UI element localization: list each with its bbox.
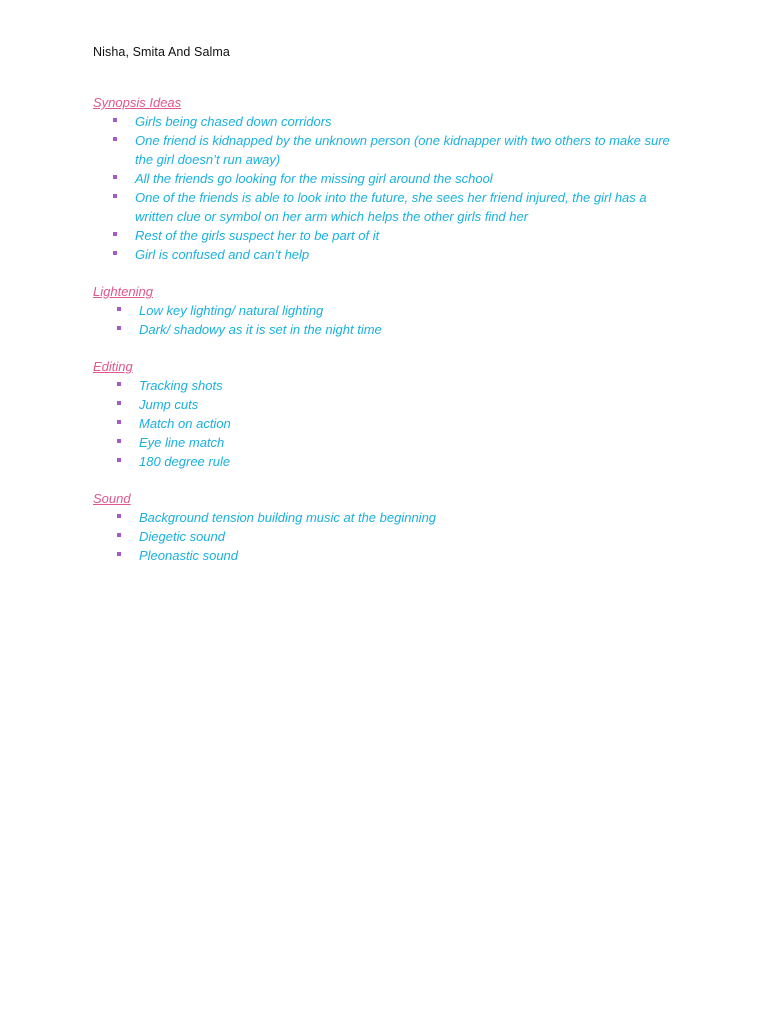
square-bullet-icon <box>117 439 121 443</box>
square-bullet-icon <box>117 514 121 518</box>
list-item-text: Eye line match <box>139 435 225 450</box>
square-bullet-icon <box>117 533 121 537</box>
list-item <box>93 508 673 527</box>
bullet-list <box>93 112 673 264</box>
list-item <box>93 131 673 169</box>
list-item <box>93 414 673 433</box>
list-item <box>93 452 673 471</box>
list-item-text: All the friends go looking for the missing girl around the school <box>135 171 493 186</box>
section <box>93 93 673 264</box>
list-item-text: Match on action <box>139 416 231 431</box>
bullet-list <box>93 508 673 565</box>
list-item-text: One friend is kidnapped by the unknown person (one kidnapper with two others to make sure the girl doesn’t run away) <box>135 133 670 167</box>
square-bullet-icon <box>113 251 117 255</box>
square-bullet-icon <box>113 137 117 141</box>
document-body <box>93 93 673 583</box>
list-item <box>93 226 673 245</box>
list-item-text: Rest of the girls suspect her to be part of it <box>135 228 380 243</box>
list-item-text: Diegetic sound <box>139 529 225 544</box>
square-bullet-icon <box>117 458 121 462</box>
list-item <box>93 433 673 452</box>
list-item <box>93 169 673 188</box>
list-item-text: Low key lighting/ natural lighting <box>139 303 324 318</box>
square-bullet-icon <box>117 552 121 556</box>
section-heading: Sound <box>93 491 131 506</box>
section <box>93 489 673 565</box>
section <box>93 282 673 339</box>
list-item-text: One of the friends is able to look into the future, she sees her friend injured, the girl has a written clue or symbol on her arm which helps the other girls find her <box>135 190 647 224</box>
list-item-text: Background tension building music at the beginning <box>139 510 437 525</box>
document-authors: Nisha, Smita And Salma <box>93 45 230 59</box>
section-heading: Lightening <box>93 284 153 299</box>
square-bullet-icon <box>117 401 121 405</box>
square-bullet-icon <box>113 175 117 179</box>
square-bullet-icon <box>113 118 117 122</box>
list-item <box>93 245 673 264</box>
list-item-text: Girls being chased down corridors <box>135 114 332 129</box>
square-bullet-icon <box>117 326 121 330</box>
square-bullet-icon <box>113 194 117 198</box>
list-item-text: Jump cuts <box>139 397 199 412</box>
list-item-text: Tracking shots <box>139 378 223 393</box>
square-bullet-icon <box>117 382 121 386</box>
list-item <box>93 320 673 339</box>
list-item <box>93 112 673 131</box>
list-item-text: Girl is confused and can’t help <box>135 247 310 262</box>
square-bullet-icon <box>117 420 121 424</box>
section-heading: Synopsis Ideas <box>93 95 182 110</box>
list-item <box>93 395 673 414</box>
list-item <box>93 301 673 320</box>
bullet-list <box>93 301 673 339</box>
list-item <box>93 527 673 546</box>
square-bullet-icon <box>117 307 121 311</box>
list-item-text: Dark/ shadowy as it is set in the night time <box>139 322 382 337</box>
list-item-text: 180 degree rule <box>139 454 231 469</box>
list-item <box>93 188 673 226</box>
list-item <box>93 546 673 565</box>
section-heading: Editing <box>93 359 133 374</box>
square-bullet-icon <box>113 232 117 236</box>
bullet-list <box>93 376 673 471</box>
list-item-text: Pleonastic sound <box>139 548 239 563</box>
list-item <box>93 376 673 395</box>
section <box>93 357 673 471</box>
